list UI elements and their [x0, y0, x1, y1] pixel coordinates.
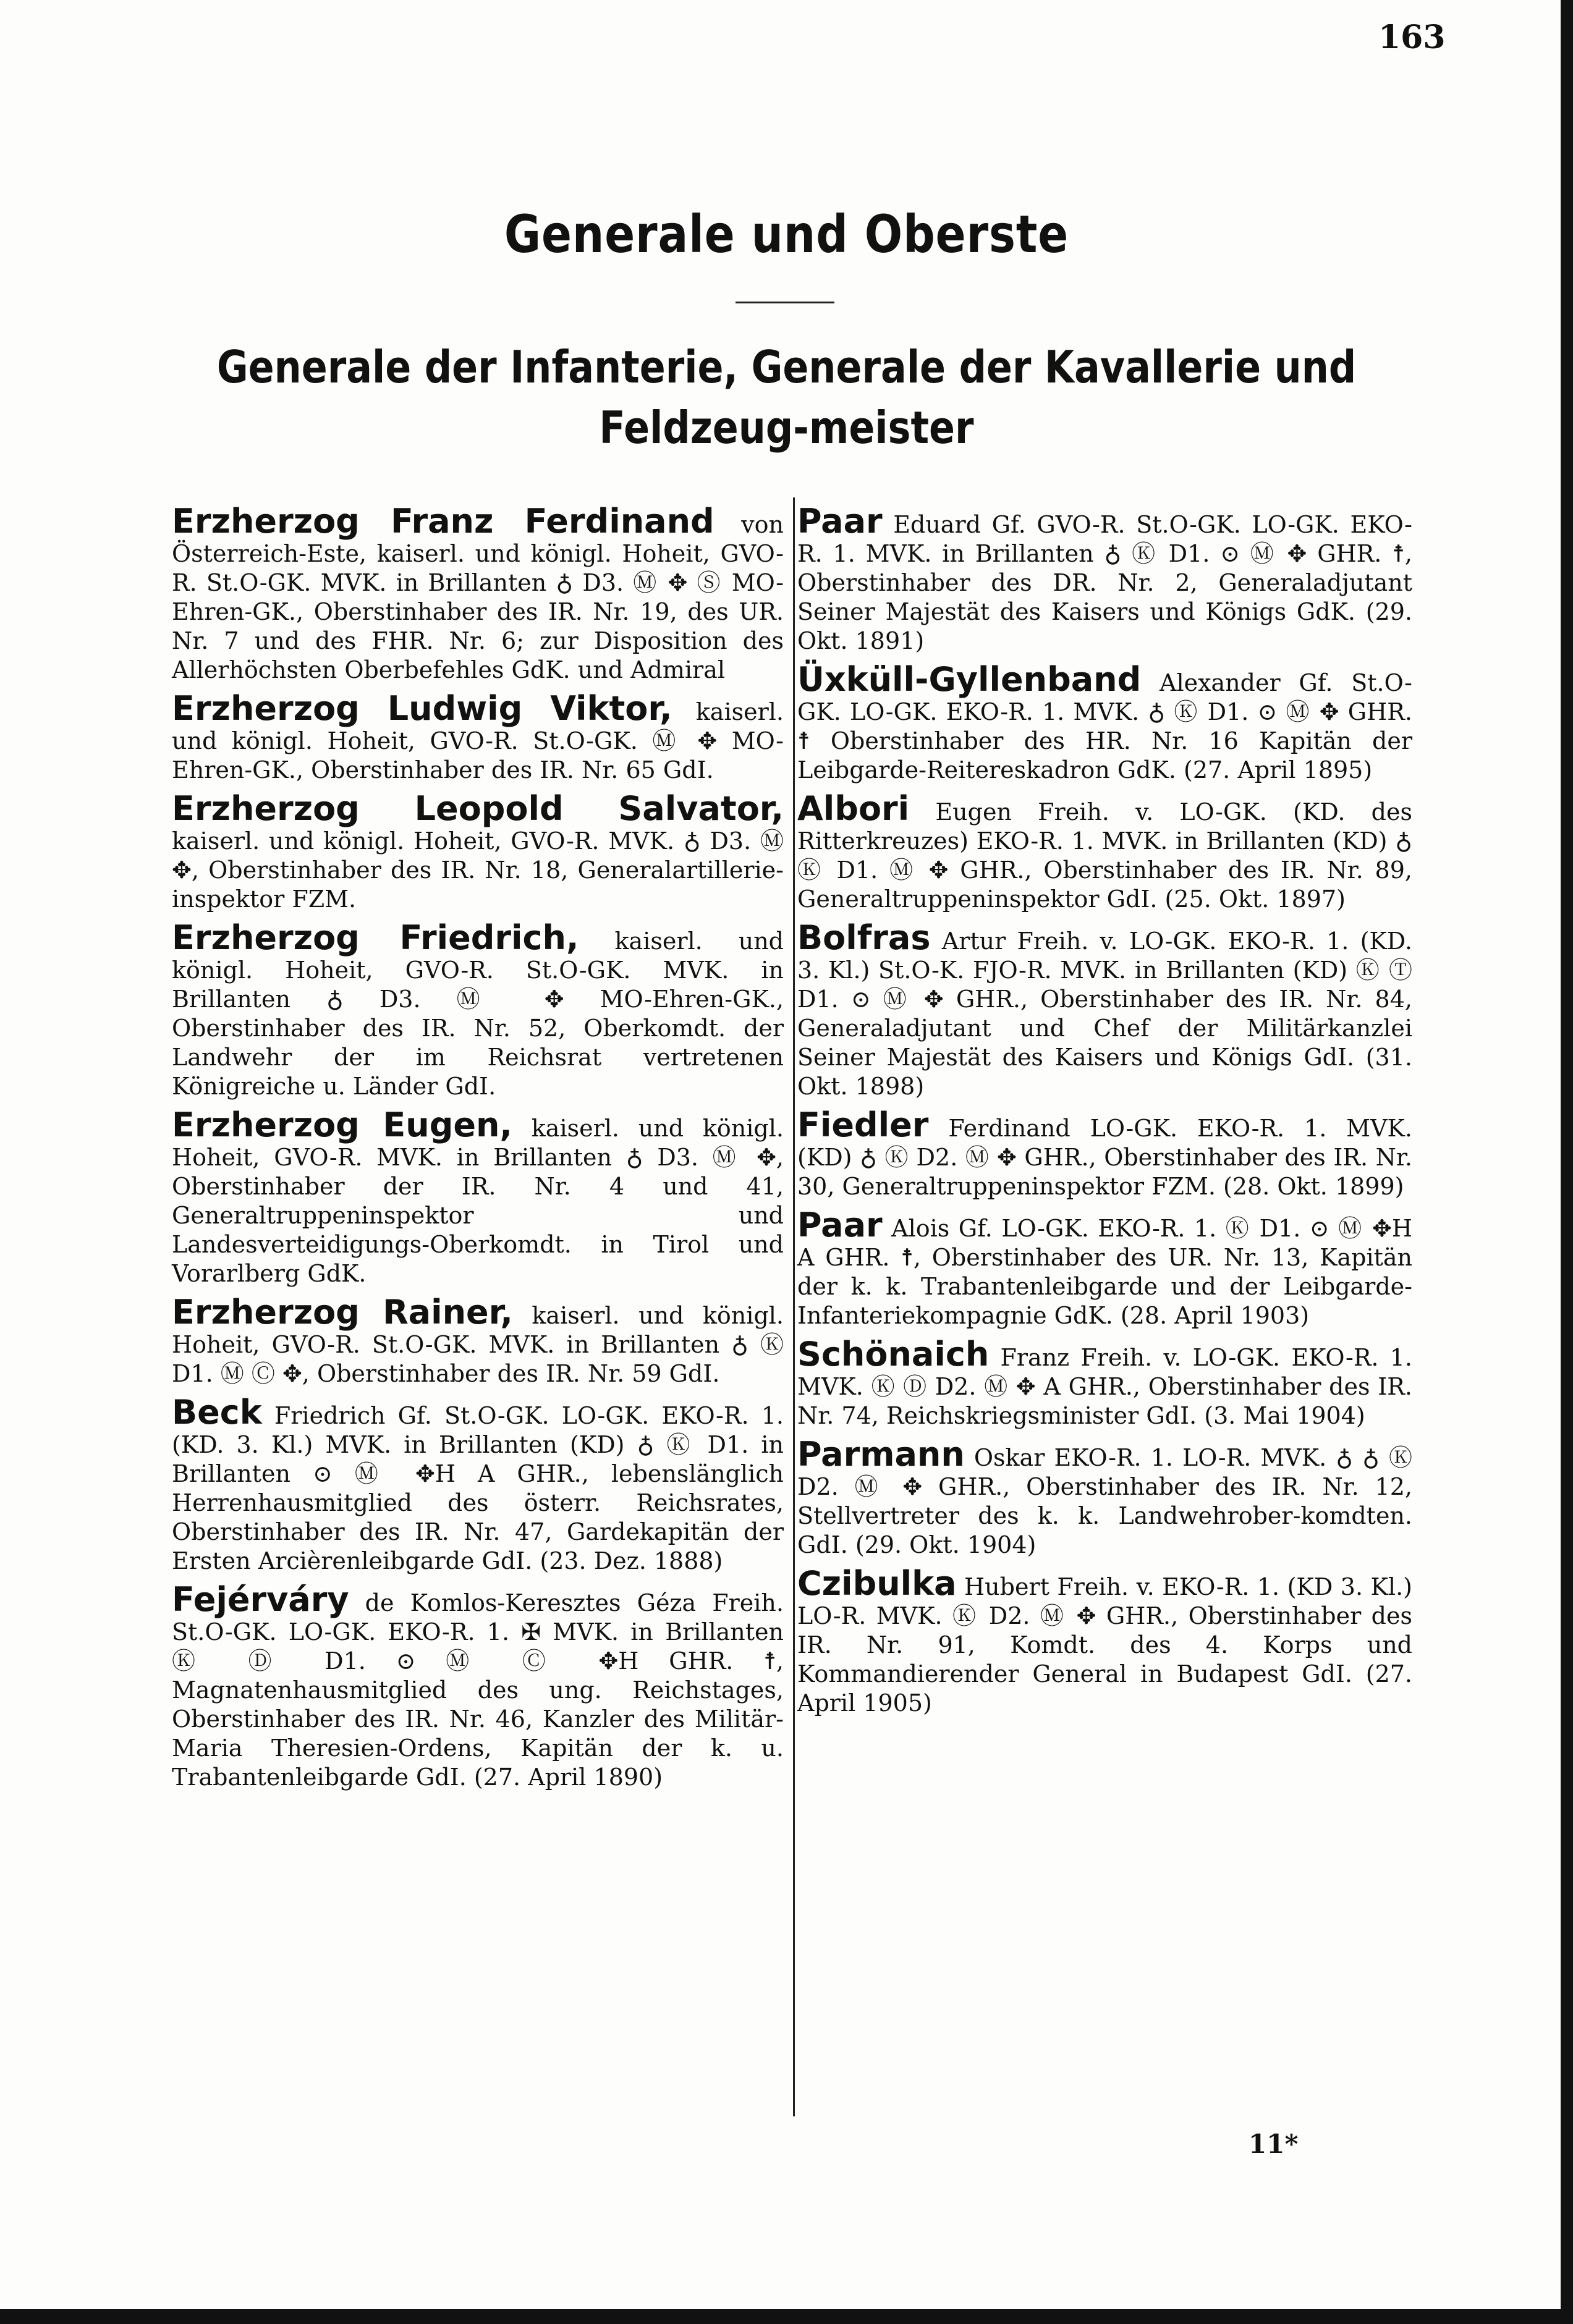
entry-text: von Österreich-Este, kaiserl. und königl. Hoheit, GVO-R. St.O-GK. MVK. in Brillanten ♁ D3. Ⓜ ✥ Ⓢ MO-Ehren-GK., Oberstinhaber des IR. Nr. 19, des UR. Nr. 7 und des FHR. Nr. 6; zur Disposition des Allerhöchsten Oberbefehles GdK. und Admiral	[172, 511, 784, 683]
entry-name: Parmann	[797, 1435, 965, 1474]
title-rule	[736, 302, 834, 303]
entry-name: Schönaich	[797, 1335, 990, 1374]
entry-text: kaiserl. und königl. Hoheit, GVO-R. St.O-GK. MVK. in Brillanten ♁ Ⓚ D1. Ⓜ Ⓒ ✥, Oberstinhaber des IR. Nr. 59 GdI.	[172, 1302, 784, 1387]
entry	[172, 504, 784, 685]
entry-text: Artur Freih. v. LO-GK. EKO-R. 1. (KD. 3. Kl.) St.O-K. FJO-R. MVK. in Brillanten (KD) Ⓚ Ⓣ D1. ⊙ Ⓜ ✥ GHR., Oberstinhaber des IR. Nr. 84, Generaladjutant und Chef der Militärkanzlei Seiner Majestät des Kaisers und Königs GdI. (31. Okt. 1898)	[797, 927, 1412, 1100]
entry	[797, 1337, 1412, 1430]
entry-text: kaiserl. und königl. Hoheit, GVO-R. St.O-GK. Ⓜ ✥ MO-Ehren-GK., Oberstinhaber des IR. Nr. 65 GdI.	[172, 698, 784, 784]
entry	[172, 1395, 784, 1576]
entry	[172, 791, 784, 914]
entry	[172, 1107, 784, 1288]
entry-name: Fejérváry	[172, 1580, 349, 1619]
entry-text: Oskar EKO-R. 1. LO-R. MVK. ♁ ♁ Ⓚ D2. Ⓜ ✥ GHR., Oberstinhaber des IR. Nr. 12, Stellvertreter des k. k. Landwehrober-komdten. GdI. (29. Okt. 1904)	[797, 1444, 1412, 1558]
entry-text: Franz Freih. v. LO-GK. EKO-R. 1. MVK. Ⓚ Ⓓ D2. Ⓜ ✥ A GHR., Oberstinhaber des IR. Nr. 74, Reichskriegsminister GdI. (3. Mai 1904)	[797, 1344, 1412, 1429]
signature-mark: 11*	[1249, 2129, 1299, 2159]
entry-name: Beck	[172, 1393, 262, 1432]
entry-text: Friedrich Gf. St.O-GK. LO-GK. EKO-R. 1. (KD. 3. Kl.) MVK. in Brillanten (KD) ♁ Ⓚ D1. in Brillanten ⊙ Ⓜ ✥H A GHR., lebenslänglich Herrenhausmitglied des österr. Reichsrates, Oberstinhaber des IR. Nr. 47, Gardekapitän der Ersten Arcièrenleibgarde GdI. (23. Dez. 1888)	[172, 1402, 784, 1574]
section-subtitle: Generale der Infanterie, Generale der Kavallerie und Feldzeug-meister	[216, 341, 1357, 454]
entry	[797, 1207, 1412, 1330]
entry	[172, 920, 784, 1101]
entry-name: Erzherzog Rainer,	[172, 1293, 513, 1332]
entry	[797, 1437, 1412, 1560]
entry-name: Erzherzog Franz Ferdinand	[172, 502, 714, 541]
column-divider	[793, 497, 795, 2116]
entry-name: Czibulka	[797, 1564, 957, 1603]
entry-name: Albori	[797, 789, 910, 828]
entry-text: Ferdinand LO-GK. EKO-R. 1. MVK. (KD) ♁ Ⓚ D2. Ⓜ ✥ GHR., Oberstinhaber des IR. Nr. 30, Generaltruppeninspektor FZM. (28. Okt. 1899)	[797, 1115, 1412, 1200]
entry-name: Üxküll-Gyllenband	[797, 660, 1142, 699]
scan-border-right	[1561, 0, 1573, 2324]
entry-name: Erzherzog Eugen,	[172, 1105, 512, 1144]
entry-text: de Komlos-Keresztes Géza Freih. St.O-GK. LO-GK. EKO-R. 1. ✠ MVK. in Brillanten Ⓚ Ⓓ D1. ⊙ Ⓜ Ⓒ ✥H GHR. ☨, Magnatenhausmitglied des ung. Reichstages, Oberstinhaber des IR. Nr. 46, Kanzler des Militär-Maria Theresien-Ordens, Kapitän der k. u. Trabantenleibgarde GdI. (27. April 1890)	[172, 1589, 784, 1791]
entry-text: kaiserl. und königl. Hoheit, GVO-R. St.O-GK. MVK. in Brillanten ♁ D3. Ⓜ ✥ MO-Ehren-GK., Oberstinhaber des IR. Nr. 52, Oberkomdt. der Landwehr der im Reichsrat vertretenen Königreiche u. Länder GdI.	[172, 927, 784, 1100]
entry-text: Eugen Freih. v. LO-GK. (KD. des Ritterkreuzes) EKO-R. 1. MVK. in Brillanten (KD) ♁ Ⓚ D1. Ⓜ ✥ GHR., Oberstinhaber des IR. Nr. 89, Generaltruppeninspektor GdI. (25. Okt. 1897)	[797, 798, 1412, 913]
entry-name: Erzherzog Leopold Salvator,	[172, 789, 784, 828]
scan-border-bottom	[0, 2309, 1573, 2324]
entry	[797, 662, 1412, 785]
entry	[797, 1566, 1412, 1718]
entry	[797, 791, 1412, 914]
entry	[797, 920, 1412, 1101]
right-column	[797, 504, 1412, 1724]
entry-text: Eduard Gf. GVO-R. St.O-GK. LO-GK. EKO-R. 1. MVK. in Brillanten ♁ Ⓚ D1. ⊙ Ⓜ ✥ GHR. ☨, Oberstinhaber des DR. Nr. 2, Generaladjutant Seiner Majestät des Kaisers und Königs GdK. (29. Okt. 1891)	[797, 511, 1412, 654]
entry	[172, 1295, 784, 1388]
page-title: Generale und Oberste	[504, 204, 1069, 264]
entry	[797, 504, 1412, 656]
entry-text: kaiserl. und königl. Hoheit, GVO-R. MVK. ♁ D3. Ⓜ ✥, Oberstinhaber des IR. Nr. 18, Generalartillerie-inspektor FZM.	[172, 827, 784, 913]
entry-name: Bolfras	[797, 918, 931, 957]
entry-name: Fiedler	[797, 1105, 929, 1144]
entry-name: Erzherzog Ludwig Viktor,	[172, 689, 672, 728]
entry	[797, 1107, 1412, 1201]
entry-text: Alois Gf. LO-GK. EKO-R. 1. Ⓚ D1. ⊙ Ⓜ ✥H A GHR. ☨, Oberstinhaber des UR. Nr. 13, Kapitän der k. k. Trabantenleibgarde und der Leibgarde-Infanteriekompagnie GdK. (28. April 1903)	[797, 1215, 1412, 1329]
entry-name: Paar	[797, 502, 883, 541]
entry	[172, 691, 784, 785]
page-number: 163	[1378, 19, 1446, 56]
entry	[172, 1582, 784, 1792]
entry-name: Paar	[797, 1206, 883, 1244]
entry-text: kaiserl. und königl. Hoheit, GVO-R. MVK. in Brillanten ♁ D3. Ⓜ ✥, Oberstinhaber der IR. Nr. 4 und 41, Generaltruppeninspektor und Landesverteidigungs-Oberkomdt. in Tirol und Vorarlberg GdK.	[172, 1115, 784, 1287]
entry-name: Erzherzog Friedrich,	[172, 918, 579, 957]
left-column	[172, 504, 784, 1798]
entry-text: Hubert Freih. v. EKO-R. 1. (KD 3. Kl.) LO-R. MVK. Ⓚ D2. Ⓜ ✥ GHR., Oberstinhaber des IR. Nr. 91, Komdt. des 4. Korps und Kommandierender General in Budapest GdI. (27. April 1905)	[797, 1573, 1412, 1717]
entry-text: Alexander Gf. St.O-GK. LO-GK. EKO-R. 1. MVK. ♁ Ⓚ D1. ⊙ Ⓜ ✥ GHR. ☨ Oberstinhaber des HR. Nr. 16 Kapitän der Leibgarde-Reitereskadron GdK. (27. April 1895)	[797, 669, 1412, 784]
